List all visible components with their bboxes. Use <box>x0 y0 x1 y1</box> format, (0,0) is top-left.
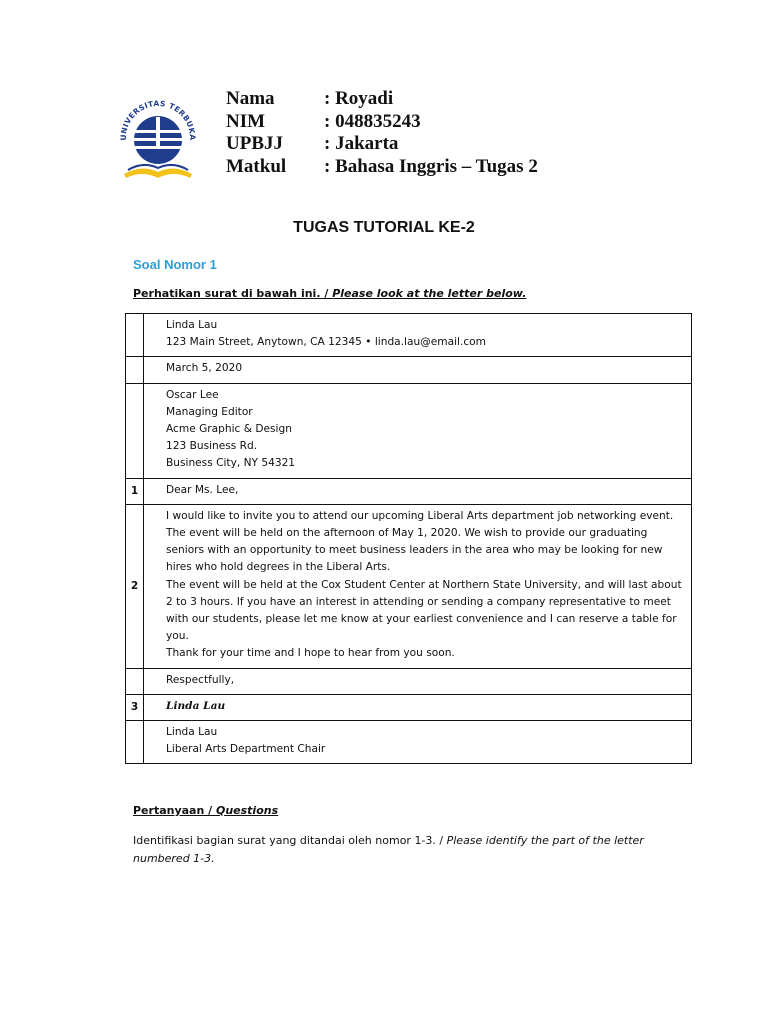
question-text-id: Identifikasi bagian surat yang ditandai oleh nomor 1-3. / <box>133 834 447 847</box>
info-key: NIM <box>226 110 266 132</box>
letter-date: March 5, 2020 <box>144 357 692 383</box>
recipient-name: Oscar Lee <box>166 388 219 401</box>
body-paragraph: The event will be held at the Cox Student Center at Northern State University, and will last about 2 to 3 hours. If you have an interest in attending or sending a company representative to meet with our students, please let me know at your earliest convenience and I can reserve a table for you. <box>166 578 682 643</box>
body-paragraph: Thank for your time and I hope to hear from you soon. <box>166 647 455 660</box>
row-number <box>126 668 144 694</box>
question-text <box>133 832 693 868</box>
signature: Linda Lau <box>144 694 692 720</box>
row-number: 1 <box>126 478 144 504</box>
info-row-upbjj <box>226 133 538 156</box>
letter-row-body <box>126 504 692 668</box>
closing: Respectfully, <box>144 668 692 694</box>
letter-row-salutation <box>126 478 692 504</box>
row-number: 3 <box>126 694 144 720</box>
letter-body <box>144 504 692 668</box>
recipient-block <box>144 383 692 478</box>
instruction-en: Please look at the letter below. <box>332 287 527 300</box>
info-value: : Jakarta <box>324 133 399 154</box>
letter-row-signer <box>126 721 692 764</box>
student-info <box>226 88 538 178</box>
instruction-id: Perhatikan surat di bawah ini. / <box>133 287 333 300</box>
signer-block <box>144 721 692 764</box>
info-value: : Royadi <box>324 88 394 109</box>
info-value: : Bahasa Inggris – Tugas 2 <box>324 155 538 177</box>
svg-text:UNIVERSITAS TERBUKA: UNIVERSITAS TERBUKA <box>118 98 198 141</box>
info-key: Nama <box>226 88 275 109</box>
info-row-nama <box>226 88 538 111</box>
signer-title: Liberal Arts Department Chair <box>166 743 326 756</box>
recipient-street: 123 Business Rd. <box>166 440 258 453</box>
recipient-company: Acme Graphic & Design <box>166 423 292 436</box>
recipient-city: Business City, NY 54321 <box>166 457 296 470</box>
letter-row-closing <box>126 668 692 694</box>
info-row-nim <box>226 111 538 134</box>
body-paragraph: I would like to invite you to attend our upcoming Liberal Arts department job networking event. The event will be held on the afternoon of May 1, 2020. We wish to provide our graduating seniors with an opportunity to meet business leaders in the area who may be looking for new hires who hold degrees in the Liberal Arts. <box>166 509 674 574</box>
info-row-matkul <box>226 156 538 179</box>
question-text-en: Please identify the part of the letter numbered 1-3. <box>133 834 644 865</box>
signer-name: Linda Lau <box>166 726 218 739</box>
sender-name: Linda Lau <box>166 319 218 331</box>
instruction <box>133 287 526 300</box>
info-value: : 048835243 <box>324 110 421 132</box>
letter-row-signature <box>126 694 692 720</box>
recipient-title: Managing Editor <box>166 405 253 418</box>
sender-address: 123 Main Street, Anytown, CA 12345 • linda.lau@email.com <box>166 336 486 349</box>
row-number <box>126 383 144 478</box>
universitas-terbuka-logo <box>112 88 204 188</box>
row-number <box>126 314 144 357</box>
row-number: 2 <box>126 504 144 668</box>
row-number <box>126 357 144 383</box>
info-key: Matkul <box>226 155 287 177</box>
info-key: UPBJJ <box>226 133 283 154</box>
salutation: Dear Ms. Lee, <box>144 478 692 504</box>
letter-row-recipient <box>126 383 692 478</box>
page-title: TUGAS TUTORIAL KE-2 <box>293 219 475 236</box>
sender-block <box>144 314 692 357</box>
letter-table <box>125 313 692 764</box>
questions-heading-en: Questions <box>215 804 279 817</box>
letter-row-sender <box>126 314 692 357</box>
row-number <box>126 721 144 764</box>
section-title: Soal Nomor 1 <box>133 257 217 272</box>
questions-heading <box>133 804 278 817</box>
questions-heading-id: Pertanyaan / <box>133 804 216 817</box>
letter-row-date <box>126 357 692 383</box>
